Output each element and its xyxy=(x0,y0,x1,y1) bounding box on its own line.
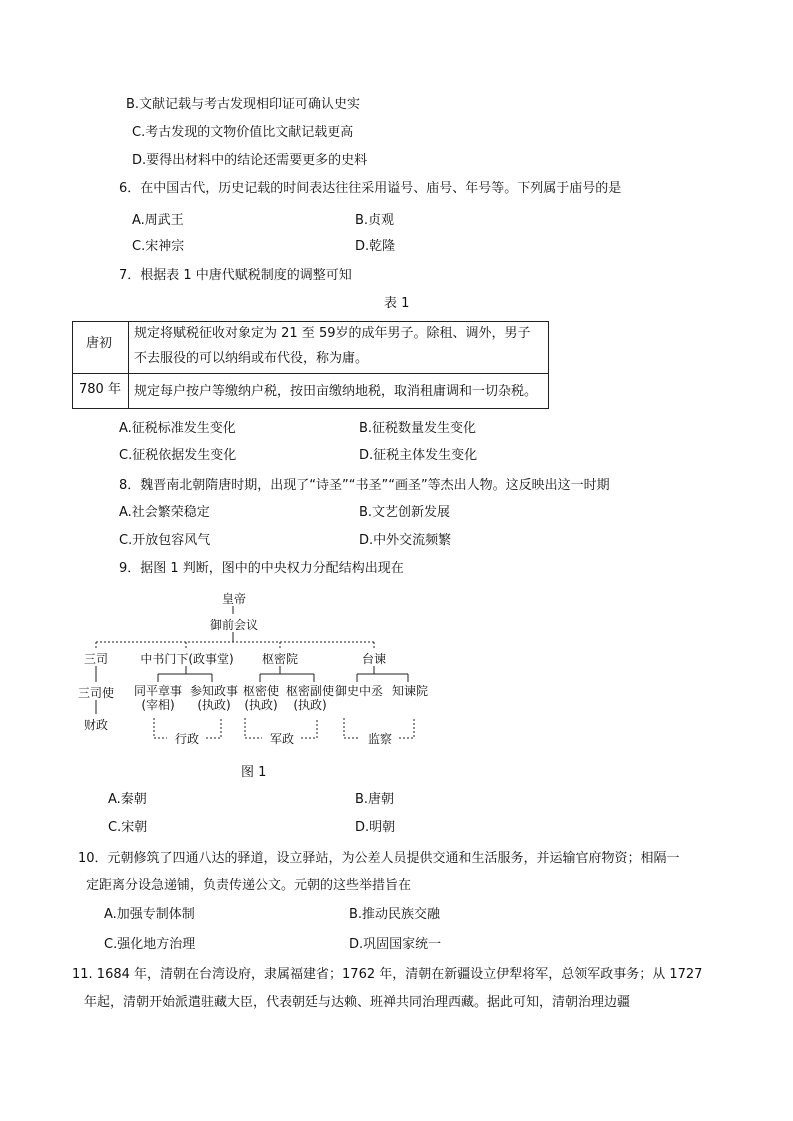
q8-option-d: D.中外交流频繁 xyxy=(359,533,452,548)
diagram-pingzhangshi-2: (宰相) xyxy=(141,698,175,712)
q9-option-d: D.明朝 xyxy=(355,820,396,835)
q10-option-b: B.推动民族交融 xyxy=(349,907,441,922)
q10-option-c: C.强化地方治理 xyxy=(104,937,196,952)
diagram-shumishi-2: (执政) xyxy=(244,698,278,712)
q6-option-a: A.周武王 xyxy=(132,213,184,228)
q7-option-c: C.征税依据发生变化 xyxy=(119,448,237,463)
diagram-emperor: 皇帝 xyxy=(221,592,246,606)
diagram-sansishi: 三司使 xyxy=(77,686,114,700)
table-row1-head: 唐初 xyxy=(86,336,113,351)
diagram-shumifushi-1: 枢密副使 xyxy=(285,684,334,698)
diagram-zhongshu-menxia: 中书门下(政事堂) xyxy=(140,652,234,666)
q10-option-d: D.巩固国家统一 xyxy=(349,937,442,952)
figure-caption: 图 1 xyxy=(241,765,267,780)
table-row2-head: 780 年 xyxy=(79,382,121,397)
q10-stem-line1: 10．元朝修筑了四通八达的驿道，设立驿站，为公差人员提供交通和生活服务，并运输官府物资；相隔一 xyxy=(78,851,680,866)
q5-option-d: D.要得出材料中的结论还需要更多的史料 xyxy=(132,153,368,168)
diagram-shumifushi-2: (执政) xyxy=(293,698,327,712)
diagram-administration: 行政 xyxy=(174,732,199,746)
q7-stem: 7．根据表 1 中唐代赋税制度的调整可知 xyxy=(119,268,352,283)
diagram-zhijianyuan: 知谏院 xyxy=(391,684,428,698)
q6-stem: 6．在中国古代，历史记载的时间表达往往采用谥号、庙号、年号等。下列属于庙号的是 xyxy=(119,181,622,196)
q11-stem-line1: 11. 1684 年，清朝在台湾设府，隶属福建省；1762 年，清朝在新疆设立伊犁将军，总领军政事务；从 1727 xyxy=(72,967,703,982)
diagram-shumishi-1: 枢密使 xyxy=(242,684,279,698)
q11-stem-line2: 年起，清朝开始派遣驻藏大臣，代表朝廷与达赖、班禅共同治理西藏。据此可知，清朝治理边疆 xyxy=(84,995,631,1010)
q8-option-b: B.文艺创新发展 xyxy=(359,505,451,520)
q9-option-c: C.宋朝 xyxy=(108,820,148,835)
diagram-imperial-council: 御前会议 xyxy=(209,618,258,632)
diagram-sansi: 三司 xyxy=(83,652,108,666)
q6-option-c: C.宋神宗 xyxy=(132,239,185,254)
table-title: 表 1 xyxy=(384,296,410,311)
q7-option-b: B.征税数量发生变化 xyxy=(359,421,477,436)
diagram-military: 军政 xyxy=(269,732,294,746)
diagram-taijian: 台谏 xyxy=(361,652,386,666)
q7-option-d: D.征税主体发生变化 xyxy=(359,448,478,463)
diagram-canzhi-2: (执政) xyxy=(197,698,231,712)
q8-option-c: C.开放包容风气 xyxy=(119,533,211,548)
q9-option-a: A.秦朝 xyxy=(108,792,147,807)
diagram-canzhi-1: 参知政事 xyxy=(189,684,238,698)
q6-option-b: B.贞观 xyxy=(355,213,395,228)
diagram-finance: 财政 xyxy=(83,718,108,732)
q7-option-a: A.征税标准发生变化 xyxy=(119,421,236,436)
q6-option-d: D.乾隆 xyxy=(355,239,396,254)
q10-stem-line2: 定距离分设急递铺，负责传递公文。元朝的这些举措旨在 xyxy=(86,878,412,893)
q9-stem: 9．据图 1 判断，图中的中央权力分配结构出现在 xyxy=(119,561,404,576)
q9-option-b: B.唐朝 xyxy=(355,792,395,807)
diagram-supervision: 监察 xyxy=(367,732,392,746)
table-row1-line1: 规定将赋税征收对象定为 21 至 59岁的成年男子。除租、调外，男子 xyxy=(134,326,531,341)
diagram-shumiyuan: 枢密院 xyxy=(261,652,298,666)
q5-option-c: C.考古发现的文物价值比文献记载更高 xyxy=(132,125,354,140)
q10-option-a: A.加强专制体制 xyxy=(104,907,195,922)
q8-stem: 8．魏晋南北朝隋唐时期，出现了“诗圣”“书圣”“画圣”等杰出人物。这反映出这一时期 xyxy=(119,478,610,493)
q8-option-a: A.社会繁荣稳定 xyxy=(119,505,210,520)
diagram-yushi-zhongcheng: 御史中丞 xyxy=(334,684,383,698)
table-row1-line2: 不去服役的可以纳绢或布代役，称为庸。 xyxy=(134,351,369,366)
table-row2-text: 规定每户按户等缴纳户税，按田亩缴纳地税，取消租庸调和一切杂税。 xyxy=(134,384,538,399)
q5-option-b: B.文献记载与考古发现相印证可确认史实 xyxy=(126,97,361,112)
diagram-pingzhangshi-1: 同平章事 xyxy=(133,684,182,698)
